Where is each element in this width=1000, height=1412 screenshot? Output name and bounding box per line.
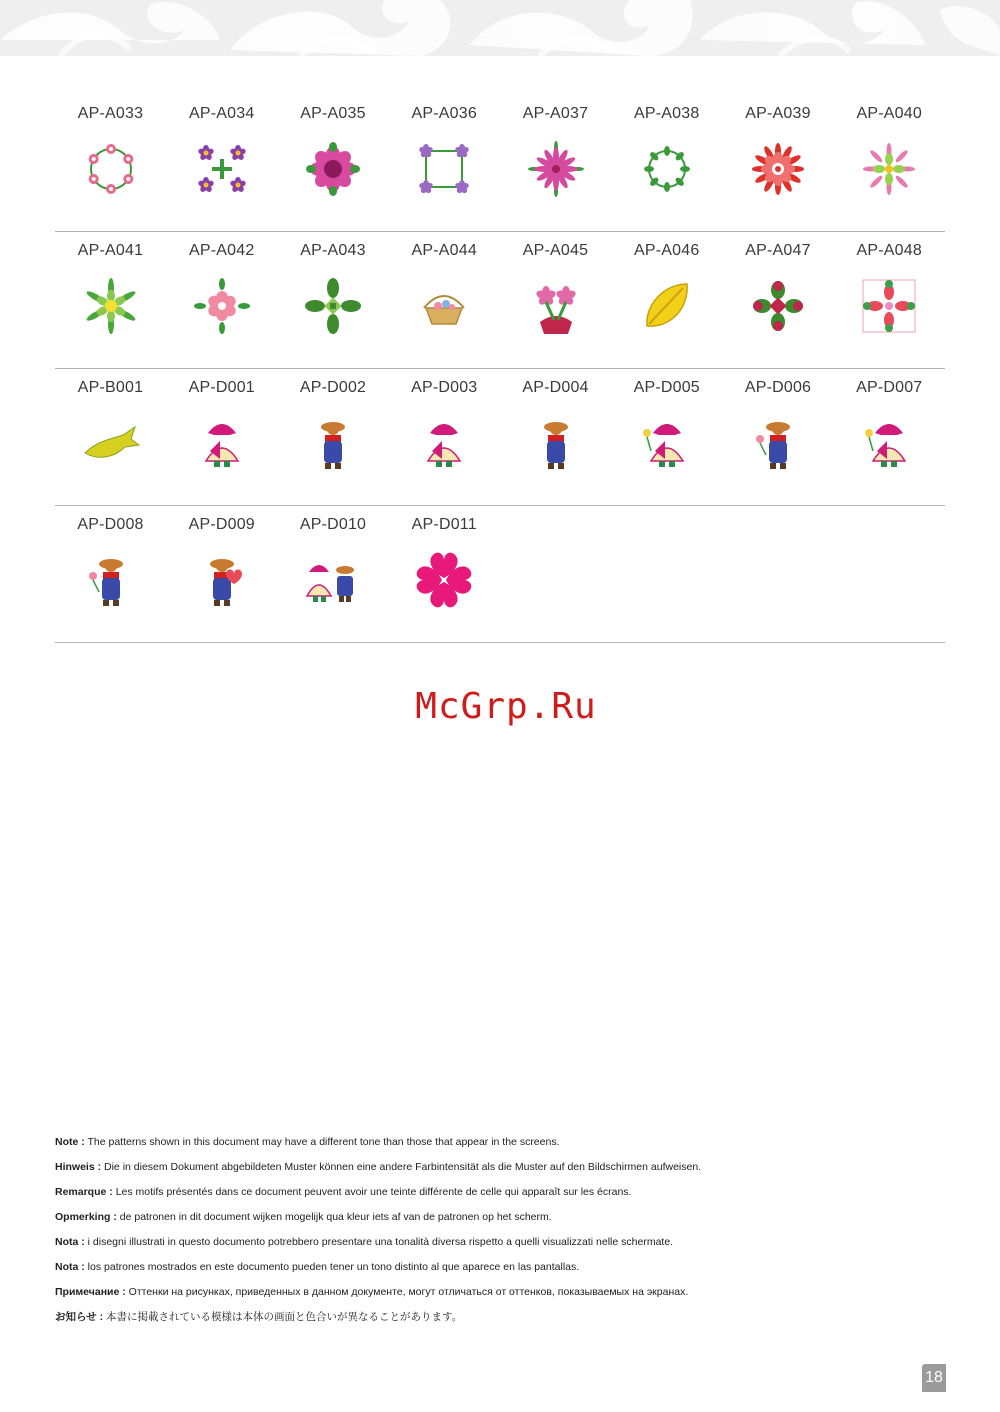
note-label: Nota :: [55, 1261, 85, 1273]
pattern-code: AP-D006: [744, 379, 812, 396]
pattern-grid: [55, 95, 945, 643]
tulip-pot-icon: [524, 274, 588, 338]
note-text: Les motifs présentés dans ce document peuvent avoir une teinte différente de celle qui apparaît sur les écrans.: [115, 1186, 632, 1198]
pattern-code: AP-A040: [856, 105, 922, 122]
note-text: The patterns shown in this document may have a different tone than those that appear in the screens.: [87, 1136, 560, 1148]
pattern-code: AP-D008: [77, 516, 144, 533]
pattern-code: AP-D005: [633, 379, 700, 396]
pattern-code: AP-B001: [77, 379, 144, 396]
leaf-wreath-icon: [635, 137, 699, 201]
watermark: McGrp.Ru: [415, 686, 597, 727]
pattern-cell: [278, 369, 389, 505]
pattern-code: AP-A038: [634, 105, 700, 122]
pattern-cell: [611, 232, 722, 368]
pattern-code: AP-D011: [411, 516, 477, 533]
red-sunburst-icon: [746, 137, 810, 201]
pattern-row: [55, 506, 945, 643]
girl-with-flower-icon: [635, 411, 699, 475]
pattern-cell: [166, 506, 277, 642]
note-label: Hinweis :: [55, 1161, 102, 1173]
pattern-code: AP-D007: [856, 379, 923, 396]
pattern-code: AP-A041: [77, 242, 144, 259]
pattern-cell: [278, 506, 389, 642]
sunbonnet-girl-icon: [412, 411, 476, 475]
pattern-cell: [389, 506, 500, 642]
pattern-cell: [611, 369, 722, 505]
note-line: [55, 1159, 935, 1184]
pattern-code: AP-A047: [745, 242, 811, 259]
pattern-code: AP-A033: [77, 105, 144, 122]
overall-boy-icon: [301, 411, 365, 475]
note-label: お知らせ :: [55, 1311, 104, 1323]
pattern-code: AP-A048: [856, 242, 922, 259]
note-line: [55, 1209, 935, 1234]
pattern-code: AP-A046: [634, 242, 700, 259]
yellow-leaf-icon: [635, 274, 699, 338]
pink-rose-medallion-icon: [190, 274, 254, 338]
pattern-cell: [834, 369, 945, 505]
note-text: de patronen in dit document wijken mogelijk qua kleur iets af van de patronen op het scherm.: [119, 1211, 552, 1223]
pattern-cell: [278, 232, 389, 368]
pattern-cell: [166, 232, 277, 368]
pattern-cell: [278, 95, 389, 231]
pattern-cell: [166, 95, 277, 231]
pattern-code: AP-D003: [411, 379, 478, 396]
pattern-cell: [166, 369, 277, 505]
note-text: los patrones mostrados en este documento pueden tener un tono distinto al que aparece en las pantallas.: [87, 1261, 580, 1273]
heart-clover-icon: [412, 548, 476, 612]
note-line: [55, 1134, 935, 1159]
pattern-row: [55, 95, 945, 232]
pattern-cell: [723, 369, 834, 505]
pattern-cell: [834, 95, 945, 231]
pattern-code: AP-D004: [522, 379, 589, 396]
scroll-ornament-icon: [0, 0, 1000, 56]
pattern-code: AP-A034: [189, 105, 255, 122]
green-leaf-medallion-icon: [301, 274, 365, 338]
note-line: [55, 1284, 935, 1309]
girl-with-tulip-icon: [857, 411, 921, 475]
pomegranate-medallion-icon: [746, 274, 810, 338]
pattern-cell: [723, 95, 834, 231]
boy-with-heart-icon: [190, 548, 254, 612]
note-text: 本書に掲載されている模様は本体の画面と色合いが異なることがあります。: [106, 1311, 463, 1323]
pattern-cell: [500, 369, 611, 505]
pattern-cell: [55, 95, 166, 231]
note-text: Die in diesem Dokument abgebildeten Muster können eine andere Farbintensität als die Muster auf den Bildschirmen aufweisen.: [104, 1161, 702, 1173]
pattern-row: [55, 232, 945, 369]
pattern-cell: [500, 232, 611, 368]
pattern-code: AP-D010: [299, 516, 367, 533]
page-number: 18: [922, 1364, 946, 1392]
decorative-header-band: [0, 0, 1000, 56]
pink-star-flower-icon: [524, 137, 588, 201]
pattern-cell: [723, 232, 834, 368]
notes-section: [55, 1134, 935, 1334]
walking-boy-icon: [524, 411, 588, 475]
note-text: i disegni illustrati in questo documento potrebbero presentare una tonalità diversa rispetto a quelli visualizzati nelle schermate.: [87, 1236, 674, 1248]
note-text: Оттенки на рисунках, приведенных в данном документе, могут отличаться от оттенков, показываемых на экранах.: [128, 1286, 689, 1298]
pattern-code: AP-A043: [300, 242, 366, 259]
yellow-bird-icon: [79, 411, 143, 475]
pattern-cell: [389, 232, 500, 368]
note-label: Примечание :: [55, 1286, 126, 1298]
pattern-cell: [611, 95, 722, 231]
girl-and-boy-icon: [301, 548, 365, 612]
pattern-cell: [55, 506, 166, 642]
green-snowflake-icon: [79, 274, 143, 338]
pattern-cell: [500, 95, 611, 231]
floral-wreath-icon: [79, 137, 143, 201]
pattern-code: AP-D001: [188, 379, 255, 396]
note-label: Opmerking :: [55, 1211, 117, 1223]
four-purple-flowers-icon: [190, 137, 254, 201]
note-label: Remarque :: [55, 1186, 113, 1198]
pattern-code: AP-A042: [189, 242, 255, 259]
note-line: [55, 1309, 935, 1334]
boy-with-tulip-icon: [79, 548, 143, 612]
pattern-code: AP-A044: [411, 242, 477, 259]
magenta-flower-icon: [301, 137, 365, 201]
pattern-code: AP-A037: [522, 105, 589, 122]
pattern-code: AP-D002: [299, 379, 367, 396]
heart-tile-icon: [857, 274, 921, 338]
note-label: Nota :: [55, 1236, 85, 1248]
pattern-cell: [55, 232, 166, 368]
pattern-cell: [55, 369, 166, 505]
pattern-cell: [389, 369, 500, 505]
note-line: [55, 1259, 935, 1284]
pattern-code: AP-D009: [188, 516, 255, 533]
pattern-cell: [389, 95, 500, 231]
pattern-code: AP-A035: [300, 105, 366, 122]
flower-basket-icon: [412, 274, 476, 338]
pattern-code: AP-A036: [411, 105, 477, 122]
sunbonnet-girl-icon: [190, 411, 254, 475]
pink-snowflake-icon: [857, 137, 921, 201]
note-line: [55, 1234, 935, 1259]
violet-corner-frame-icon: [412, 137, 476, 201]
note-label: Note :: [55, 1136, 85, 1148]
note-line: [55, 1184, 935, 1209]
boy-with-flower-icon: [746, 411, 810, 475]
pattern-cell: [834, 232, 945, 368]
pattern-code: AP-A039: [745, 105, 811, 122]
pattern-code: AP-A045: [522, 242, 589, 259]
pattern-row: [55, 369, 945, 506]
